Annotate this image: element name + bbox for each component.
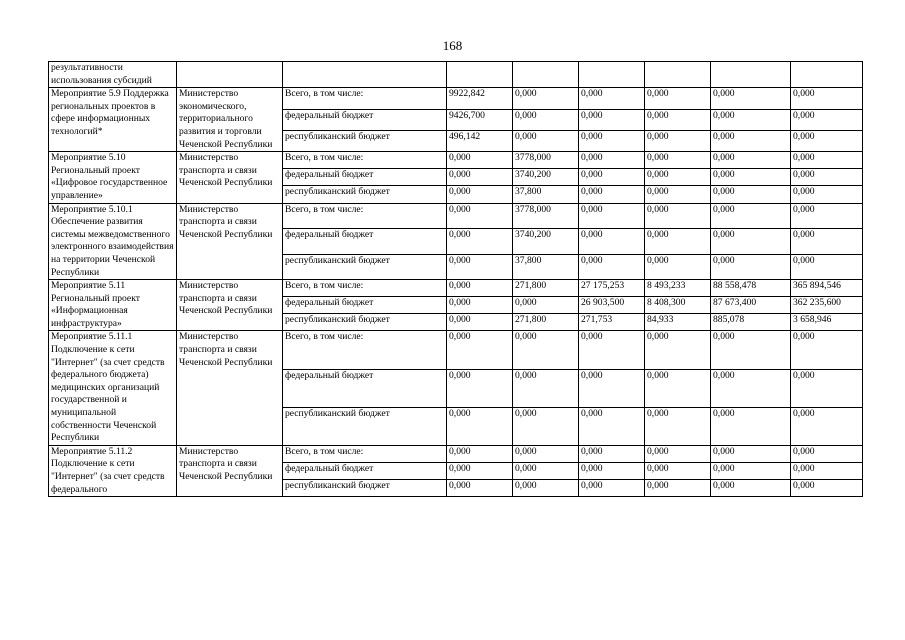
amount-cell: 271,753	[579, 314, 645, 331]
responsible-org: Министерство транспорта и связи Чеченской Республики	[177, 445, 283, 496]
funding-source: федеральный бюджет	[283, 462, 447, 479]
amount-cell: 0,000	[447, 169, 513, 186]
amount-cell: 0,000	[579, 186, 645, 203]
amount-cell: 0,000	[711, 369, 791, 407]
amount-cell: 0,000	[791, 462, 863, 479]
responsible-org: Министерство транспорта и связи Чеченской Республики	[177, 203, 283, 280]
amount-cell: 0,000	[791, 169, 863, 186]
amount-cell: 0,000	[645, 229, 711, 255]
continuation-text: результативности использования субсидий	[49, 62, 177, 88]
amount-cell: 0,000	[645, 152, 711, 169]
amount-cell: 3 658,946	[791, 314, 863, 331]
amount-cell: 0,000	[645, 407, 711, 445]
amount-cell: 0,000	[447, 297, 513, 314]
amount-cell: 0,000	[711, 462, 791, 479]
funding-source: республиканский бюджет	[283, 186, 447, 203]
amount-cell: 0,000	[513, 130, 579, 151]
amount-cell: 0,000	[513, 297, 579, 314]
empty-cell	[447, 62, 513, 88]
responsible-org: Министерство транспорта и связи Чеченской Республики	[177, 152, 283, 203]
amount-cell: 0,000	[711, 88, 791, 109]
amount-cell: 0,000	[645, 480, 711, 497]
amount-cell: 3778,000	[513, 203, 579, 229]
measure-name: Мероприятие 5.10 Региональный проект «Цифровое государственное управление»	[49, 152, 177, 203]
amount-cell: 0,000	[579, 109, 645, 130]
amount-cell: 0,000	[513, 88, 579, 109]
amount-cell: 0,000	[579, 130, 645, 151]
amount-cell: 0,000	[447, 314, 513, 331]
amount-cell: 0,000	[791, 229, 863, 255]
amount-cell: 87 673,400	[711, 297, 791, 314]
page-number: 168	[442, 38, 463, 53]
amount-cell: 3740,200	[513, 229, 579, 255]
amount-cell: 37,800	[513, 254, 579, 280]
amount-cell: 0,000	[579, 369, 645, 407]
funding-source: федеральный бюджет	[283, 169, 447, 186]
amount-cell: 0,000	[579, 88, 645, 109]
amount-cell: 0,000	[447, 480, 513, 497]
amount-cell: 8 408,300	[645, 297, 711, 314]
empty-cell	[513, 62, 579, 88]
funding-source: республиканский бюджет	[283, 314, 447, 331]
amount-cell: 0,000	[447, 203, 513, 229]
amount-cell: 3740,200	[513, 169, 579, 186]
table-row	[49, 88, 863, 109]
funding-source: федеральный бюджет	[283, 109, 447, 130]
amount-cell: 0,000	[579, 254, 645, 280]
amount-cell: 0,000	[579, 203, 645, 229]
amount-cell: 84,933	[645, 314, 711, 331]
amount-cell: 0,000	[579, 169, 645, 186]
amount-cell: 0,000	[447, 462, 513, 479]
funding-source: республиканский бюджет	[283, 130, 447, 151]
measure-name: Мероприятие 5.10.1 Обеспечение развития системы межведомственного электронного взаимодействия на территории Чеченской Республики	[49, 203, 177, 280]
responsible-org: Министерство транспорта и связи Чеченской Республики	[177, 331, 283, 445]
amount-cell: 0,000	[791, 407, 863, 445]
amount-cell: 365 894,546	[791, 280, 863, 297]
funding-source: федеральный бюджет	[283, 297, 447, 314]
measure-name: Мероприятие 5.11.1 Подключение к сети "Интернет" (за счет средств федерального бюджета) медицинских организаций государственной и муниципальной собственности Чеченской Республики	[49, 331, 177, 445]
amount-cell: 0,000	[645, 186, 711, 203]
empty-cell	[711, 62, 791, 88]
amount-cell: 0,000	[791, 369, 863, 407]
amount-cell: 362 235,600	[791, 297, 863, 314]
amount-cell: 0,000	[579, 229, 645, 255]
amount-cell: 0,000	[645, 169, 711, 186]
empty-cell	[579, 62, 645, 88]
amount-cell: 0,000	[711, 130, 791, 151]
amount-cell: 0,000	[791, 331, 863, 369]
amount-cell: 0,000	[645, 203, 711, 229]
amount-cell: 0,000	[791, 480, 863, 497]
amount-cell: 496,142	[447, 130, 513, 151]
amount-cell: 0,000	[711, 203, 791, 229]
table-row	[49, 445, 863, 462]
amount-cell: 0,000	[645, 130, 711, 151]
amount-cell: 0,000	[791, 88, 863, 109]
amount-cell: 0,000	[711, 152, 791, 169]
amount-cell: 0,000	[791, 203, 863, 229]
amount-cell: 0,000	[791, 254, 863, 280]
amount-cell: 0,000	[447, 152, 513, 169]
amount-cell: 37,800	[513, 186, 579, 203]
amount-cell: 0,000	[645, 109, 711, 130]
amount-cell: 0,000	[645, 445, 711, 462]
table-row	[49, 280, 863, 297]
amount-cell: 0,000	[447, 369, 513, 407]
measure-name: Мероприятие 5.11 Региональный проект «Информационная инфраструктура»	[49, 280, 177, 331]
table-row	[49, 331, 863, 369]
amount-cell: 0,000	[579, 331, 645, 369]
table-row	[49, 203, 863, 229]
amount-cell: 0,000	[513, 109, 579, 130]
empty-cell	[791, 62, 863, 88]
empty-cell	[177, 62, 283, 88]
amount-cell: 0,000	[791, 186, 863, 203]
funding-source: федеральный бюджет	[283, 229, 447, 255]
amount-cell: 0,000	[579, 407, 645, 445]
amount-cell: 0,000	[513, 480, 579, 497]
funding-source: Всего, в том числе:	[283, 203, 447, 229]
amount-cell: 0,000	[791, 445, 863, 462]
amount-cell: 0,000	[645, 462, 711, 479]
amount-cell: 0,000	[711, 186, 791, 203]
amount-cell: 0,000	[447, 186, 513, 203]
amount-cell: 26 903,500	[579, 297, 645, 314]
amount-cell: 0,000	[447, 407, 513, 445]
funding-source: Всего, в том числе:	[283, 445, 447, 462]
amount-cell: 271,800	[513, 314, 579, 331]
funding-source: Всего, в том числе:	[283, 152, 447, 169]
amount-cell: 0,000	[791, 152, 863, 169]
amount-cell: 0,000	[711, 109, 791, 130]
funding-source: Всего, в том числе:	[283, 280, 447, 297]
funding-source: республиканский бюджет	[283, 480, 447, 497]
amount-cell: 0,000	[791, 109, 863, 130]
amount-cell: 0,000	[447, 331, 513, 369]
amount-cell: 8 493,233	[645, 280, 711, 297]
amount-cell: 0,000	[711, 480, 791, 497]
amount-cell: 0,000	[645, 88, 711, 109]
amount-cell: 3778,000	[513, 152, 579, 169]
amount-cell: 0,000	[513, 331, 579, 369]
amount-cell: 0,000	[711, 254, 791, 280]
amount-cell: 0,000	[447, 229, 513, 255]
amount-cell: 0,000	[711, 169, 791, 186]
amount-cell: 0,000	[513, 407, 579, 445]
amount-cell: 0,000	[645, 254, 711, 280]
amount-cell: 0,000	[791, 130, 863, 151]
funding-source: Всего, в том числе:	[283, 88, 447, 109]
responsible-org: Министерство транспорта и связи Чеченской Республики	[177, 280, 283, 331]
funding-source: Всего, в том числе:	[283, 331, 447, 369]
measure-name: Мероприятие 5.11.2 Подключение к сети "Интернет" (за счет средств федерального	[49, 445, 177, 496]
amount-cell: 0,000	[447, 280, 513, 297]
amount-cell: 27 175,253	[579, 280, 645, 297]
funding-source: республиканский бюджет	[283, 407, 447, 445]
continuation-row	[49, 62, 863, 88]
amount-cell: 0,000	[645, 369, 711, 407]
empty-cell	[283, 62, 447, 88]
amount-cell: 0,000	[711, 331, 791, 369]
amount-cell: 0,000	[579, 152, 645, 169]
amount-cell: 0,000	[645, 331, 711, 369]
amount-cell: 0,000	[711, 407, 791, 445]
amount-cell: 885,078	[711, 314, 791, 331]
amount-cell: 0,000	[513, 445, 579, 462]
amount-cell: 0,000	[579, 462, 645, 479]
measure-name: Мероприятие 5.9 Поддержка региональных проектов в сфере информационных технологий*	[49, 88, 177, 152]
table-row	[49, 152, 863, 169]
amount-cell: 0,000	[579, 480, 645, 497]
amount-cell: 9922,842	[447, 88, 513, 109]
amount-cell: 0,000	[579, 445, 645, 462]
amount-cell: 0,000	[513, 462, 579, 479]
funding-source: республиканский бюджет	[283, 254, 447, 280]
amount-cell: 0,000	[447, 445, 513, 462]
budget-table	[48, 61, 863, 497]
funding-source: федеральный бюджет	[283, 369, 447, 407]
measures-body	[49, 88, 863, 497]
empty-cell	[645, 62, 711, 88]
amount-cell: 88 558,478	[711, 280, 791, 297]
amount-cell: 0,000	[711, 445, 791, 462]
responsible-org: Министерство экономического, территориального развития и торговли Чеченской Республики	[177, 88, 283, 152]
amount-cell: 0,000	[711, 229, 791, 255]
amount-cell: 0,000	[513, 369, 579, 407]
amount-cell: 271,800	[513, 280, 579, 297]
amount-cell: 9426,700	[447, 109, 513, 130]
amount-cell: 0,000	[447, 254, 513, 280]
